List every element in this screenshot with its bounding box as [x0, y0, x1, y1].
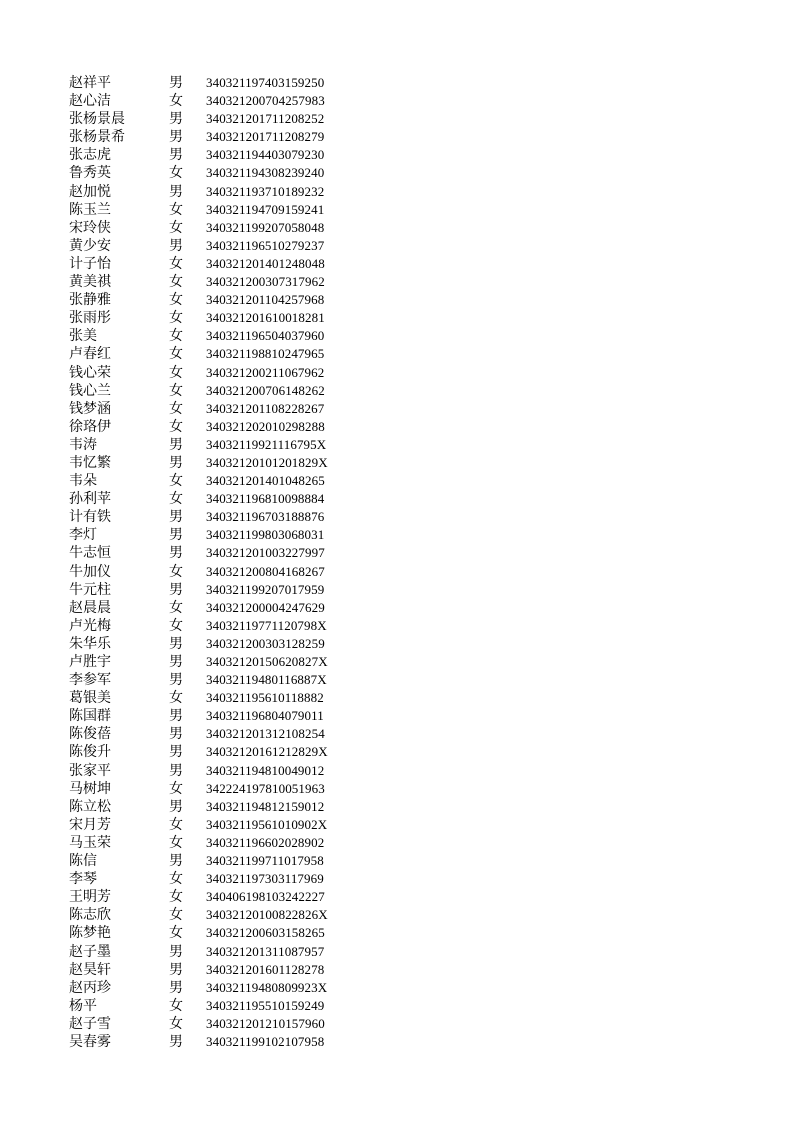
- table-row: [69, 780, 369, 798]
- person-gender: 男: [169, 726, 183, 743]
- table-row: [69, 418, 369, 436]
- person-id-number: 340321201711208279: [206, 129, 325, 145]
- table-row: [69, 617, 369, 635]
- person-gender: 男: [169, 75, 183, 91]
- table-row: [69, 707, 369, 725]
- roster-table: [69, 74, 369, 1051]
- person-id-number: 34032119771120798X: [206, 617, 327, 633]
- person-name: 牛元柱: [69, 581, 111, 598]
- person-id-number: 340321201210157960: [206, 1015, 325, 1031]
- person-gender: 女: [169, 400, 183, 417]
- person-id-number: 340321201003227997: [206, 545, 325, 561]
- table-row: [69, 490, 369, 508]
- person-gender: 男: [169, 961, 183, 978]
- table-row: [69, 924, 369, 942]
- table-row: [69, 1015, 369, 1033]
- person-name: 张志虎: [69, 147, 111, 164]
- person-name: 张雨彤: [69, 310, 111, 327]
- person-name: 钱心荣: [69, 364, 111, 381]
- person-gender: 男: [169, 237, 183, 254]
- table-row: [69, 146, 369, 164]
- person-gender: 女: [169, 201, 183, 218]
- table-row: [69, 273, 369, 291]
- person-id-number: 340321200307317962: [206, 274, 325, 290]
- person-name: 朱华乐: [69, 635, 111, 652]
- table-row: [69, 219, 369, 237]
- person-id-number: 34032119561010902X: [206, 816, 328, 832]
- person-id-number: 340321201610018281: [206, 310, 325, 326]
- table-row: [69, 743, 369, 761]
- person-name: 陈梦艳: [69, 925, 111, 942]
- person-name: 陈志欣: [69, 907, 111, 924]
- person-gender: 男: [169, 1033, 183, 1050]
- person-name: 陈俊升: [69, 744, 111, 761]
- person-name: 鲁秀英: [69, 165, 111, 182]
- person-gender: 女: [169, 219, 183, 236]
- person-name: 黄美祺: [69, 274, 111, 291]
- person-name: 赵加悦: [69, 183, 111, 200]
- person-gender: 女: [169, 834, 183, 851]
- person-gender: 女: [169, 997, 183, 1014]
- table-row: [69, 382, 369, 400]
- table-row: [69, 164, 369, 182]
- person-name: 葛银美: [69, 690, 111, 707]
- person-id-number: 340321196703188876: [206, 509, 325, 525]
- table-row: [69, 943, 369, 961]
- table-row: [69, 128, 369, 146]
- person-name: 韦涛: [69, 436, 97, 453]
- person-name: 陈国群: [69, 708, 111, 725]
- person-name: 张杨景希: [69, 129, 125, 146]
- table-row: [69, 400, 369, 418]
- table-row: [69, 852, 369, 870]
- person-id-number: 340321201601128278: [206, 961, 325, 977]
- person-gender: 男: [169, 762, 183, 779]
- person-name: 李参军: [69, 672, 111, 689]
- person-name: 王明芳: [69, 889, 111, 906]
- person-name: 赵丙珍: [69, 979, 111, 996]
- table-row: [69, 906, 369, 924]
- person-id-number: 340321196810098884: [206, 491, 325, 507]
- person-id-number: 340321201108228267: [206, 400, 325, 416]
- person-id-number: 340321199207058048: [206, 219, 325, 235]
- person-gender: 女: [169, 473, 183, 490]
- person-gender: 男: [169, 147, 183, 164]
- person-name: 吴春雾: [69, 1033, 111, 1050]
- person-gender: 女: [169, 780, 183, 797]
- table-row: [69, 291, 369, 309]
- person-id-number: 340321194812159012: [206, 798, 325, 814]
- table-row: [69, 508, 369, 526]
- table-row: [69, 237, 369, 255]
- person-gender: 女: [169, 310, 183, 327]
- person-name: 计子怡: [69, 255, 111, 272]
- person-id-number: 340321199711017958: [206, 853, 324, 869]
- person-gender: 女: [169, 563, 183, 580]
- table-row: [69, 255, 369, 273]
- person-id-number: 340321194403079230: [206, 147, 325, 163]
- table-row: [69, 888, 369, 906]
- person-id-number: 340321201311087957: [206, 943, 325, 959]
- person-gender: 女: [169, 690, 183, 707]
- person-gender: 男: [169, 545, 183, 562]
- person-gender: 女: [169, 165, 183, 182]
- person-name: 陈信: [69, 853, 97, 870]
- person-id-number: 340321197303117969: [206, 871, 324, 887]
- person-name: 韦忆繁: [69, 454, 111, 471]
- table-row: [69, 472, 369, 490]
- person-id-number: 340321200704257983: [206, 93, 325, 109]
- person-gender: 男: [169, 509, 183, 526]
- person-gender: 男: [169, 979, 183, 996]
- person-gender: 男: [169, 744, 183, 761]
- person-gender: 男: [169, 708, 183, 725]
- person-gender: 女: [169, 364, 183, 381]
- person-gender: 女: [169, 292, 183, 309]
- person-name: 张静雅: [69, 292, 111, 309]
- person-name: 牛志恒: [69, 545, 111, 562]
- person-name: 黄少安: [69, 237, 111, 254]
- person-id-number: 340321201104257968: [206, 292, 325, 308]
- person-id-number: 340321193710189232: [206, 183, 325, 199]
- table-row: [69, 563, 369, 581]
- person-name: 赵祥平: [69, 75, 111, 91]
- person-id-number: 34032120161212829X: [206, 744, 328, 760]
- person-gender: 女: [169, 328, 183, 345]
- table-row: [69, 110, 369, 128]
- person-name: 陈玉兰: [69, 201, 111, 218]
- person-gender: 男: [169, 527, 183, 544]
- table-row: [69, 327, 369, 345]
- person-gender: 男: [169, 853, 183, 870]
- person-id-number: 340321201401248048: [206, 255, 325, 271]
- person-name: 卢春红: [69, 346, 111, 363]
- person-id-number: 340321194810049012: [206, 762, 325, 778]
- person-name: 赵子墨: [69, 943, 111, 960]
- person-name: 杨平: [69, 997, 97, 1014]
- person-id-number: 34032119480809923X: [206, 979, 328, 995]
- person-id-number: 340321200211067962: [206, 364, 325, 380]
- person-gender: 男: [169, 654, 183, 670]
- person-gender: 男: [169, 183, 183, 200]
- table-row: [69, 364, 369, 382]
- table-row: [69, 961, 369, 979]
- person-id-number: 340321200706148262: [206, 382, 325, 398]
- person-name: 陈俊蓓: [69, 726, 111, 743]
- table-row: [69, 635, 369, 653]
- person-name: 张杨景晨: [69, 111, 125, 128]
- person-id-number: 340321199803068031: [206, 527, 325, 543]
- person-gender: 女: [169, 871, 183, 888]
- person-name: 赵子雪: [69, 1015, 111, 1032]
- table-row: [69, 599, 369, 617]
- table-row: [69, 979, 369, 997]
- person-name: 李琴: [69, 871, 97, 888]
- table-row: [69, 309, 369, 327]
- person-name: 卢胜宇: [69, 654, 111, 670]
- person-id-number: 34032120100822826X: [206, 907, 328, 923]
- person-gender: 男: [169, 454, 183, 471]
- table-row: [69, 653, 369, 671]
- person-name: 马树坤: [69, 780, 111, 797]
- person-gender: 女: [169, 491, 183, 508]
- person-id-number: 340321195610118882: [206, 690, 324, 706]
- person-name: 孙利苹: [69, 491, 111, 508]
- table-row: [69, 201, 369, 219]
- person-id-number: 340406198103242227: [206, 889, 325, 905]
- person-id-number: 340321199207017959: [206, 581, 325, 597]
- table-row: [69, 762, 369, 780]
- table-row: [69, 870, 369, 888]
- person-gender: 女: [169, 889, 183, 906]
- person-name: 陈立松: [69, 798, 111, 815]
- person-name: 张美: [69, 328, 97, 345]
- person-id-number: 340321199102107958: [206, 1033, 325, 1049]
- person-id-number: 340321196804079011: [206, 708, 324, 724]
- person-gender: 男: [169, 129, 183, 146]
- person-name: 宋月芳: [69, 816, 111, 833]
- person-name: 赵晨晨: [69, 599, 111, 616]
- person-id-number: 340321201312108254: [206, 726, 325, 742]
- person-id-number: 340321195510159249: [206, 997, 325, 1013]
- person-gender: 女: [169, 93, 183, 110]
- person-name: 牛加仪: [69, 563, 111, 580]
- table-row: [69, 725, 369, 743]
- person-name: 计有铁: [69, 509, 111, 526]
- person-gender: 女: [169, 1015, 183, 1032]
- person-gender: 女: [169, 382, 183, 399]
- person-gender: 女: [169, 907, 183, 924]
- person-gender: 女: [169, 274, 183, 291]
- person-gender: 女: [169, 418, 183, 435]
- person-id-number: 34032119480116887X: [206, 672, 327, 688]
- person-id-number: 340321201401048265: [206, 473, 325, 489]
- table-row: [69, 526, 369, 544]
- table-row: [69, 834, 369, 852]
- person-gender: 女: [169, 617, 183, 634]
- person-gender: 男: [169, 581, 183, 598]
- person-id-number: 340321194308239240: [206, 165, 325, 181]
- person-gender: 男: [169, 798, 183, 815]
- person-id-number: 342224197810051963: [206, 780, 325, 796]
- table-row: [69, 436, 369, 454]
- person-id-number: 34032120101201829X: [206, 454, 328, 470]
- table-row: [69, 798, 369, 816]
- person-id-number: 340321196602028902: [206, 834, 325, 850]
- person-name: 韦朵: [69, 473, 97, 490]
- person-gender: 男: [169, 635, 183, 652]
- person-gender: 男: [169, 436, 183, 453]
- table-row: [69, 74, 369, 92]
- person-gender: 女: [169, 346, 183, 363]
- table-row: [69, 92, 369, 110]
- person-gender: 女: [169, 925, 183, 942]
- table-row: [69, 544, 369, 562]
- person-id-number: 34032120150620827X: [206, 654, 328, 669]
- person-name: 李灯: [69, 527, 97, 544]
- person-id-number: 34032119921116795X: [206, 436, 327, 452]
- person-id-number: 340321198810247965: [206, 346, 325, 362]
- table-row: [69, 345, 369, 363]
- person-gender: 女: [169, 816, 183, 833]
- person-id-number: 340321200004247629: [206, 599, 325, 615]
- person-id-number: 340321196510279237: [206, 237, 325, 253]
- table-row: [69, 183, 369, 201]
- person-id-number: 340321202010298288: [206, 418, 325, 434]
- table-row: [69, 689, 369, 707]
- table-row: [69, 997, 369, 1015]
- table-row: [69, 1033, 369, 1051]
- person-name: 钱梦涵: [69, 400, 111, 417]
- person-name: 马玉荣: [69, 834, 111, 851]
- person-id-number: 340321200804168267: [206, 563, 325, 579]
- person-id-number: 340321196504037960: [206, 328, 325, 344]
- person-name: 卢光梅: [69, 617, 111, 634]
- person-name: 赵心洁: [69, 93, 111, 110]
- person-gender: 男: [169, 672, 183, 689]
- person-name: 宋玲侠: [69, 219, 111, 236]
- person-name: 徐珞伊: [69, 418, 111, 435]
- person-gender: 男: [169, 111, 183, 128]
- person-id-number: 340321197403159250: [206, 75, 325, 90]
- table-row: [69, 671, 369, 689]
- person-id-number: 340321200303128259: [206, 635, 325, 651]
- person-id-number: 340321201711208252: [206, 111, 325, 127]
- table-row: [69, 581, 369, 599]
- person-gender: 男: [169, 943, 183, 960]
- person-gender: 女: [169, 599, 183, 616]
- person-gender: 女: [169, 255, 183, 272]
- person-id-number: 340321200603158265: [206, 925, 325, 941]
- person-name: 张家平: [69, 762, 111, 779]
- table-row: [69, 816, 369, 834]
- person-name: 钱心兰: [69, 382, 111, 399]
- table-row: [69, 454, 369, 472]
- person-name: 赵昊轩: [69, 961, 111, 978]
- person-id-number: 340321194709159241: [206, 201, 325, 217]
